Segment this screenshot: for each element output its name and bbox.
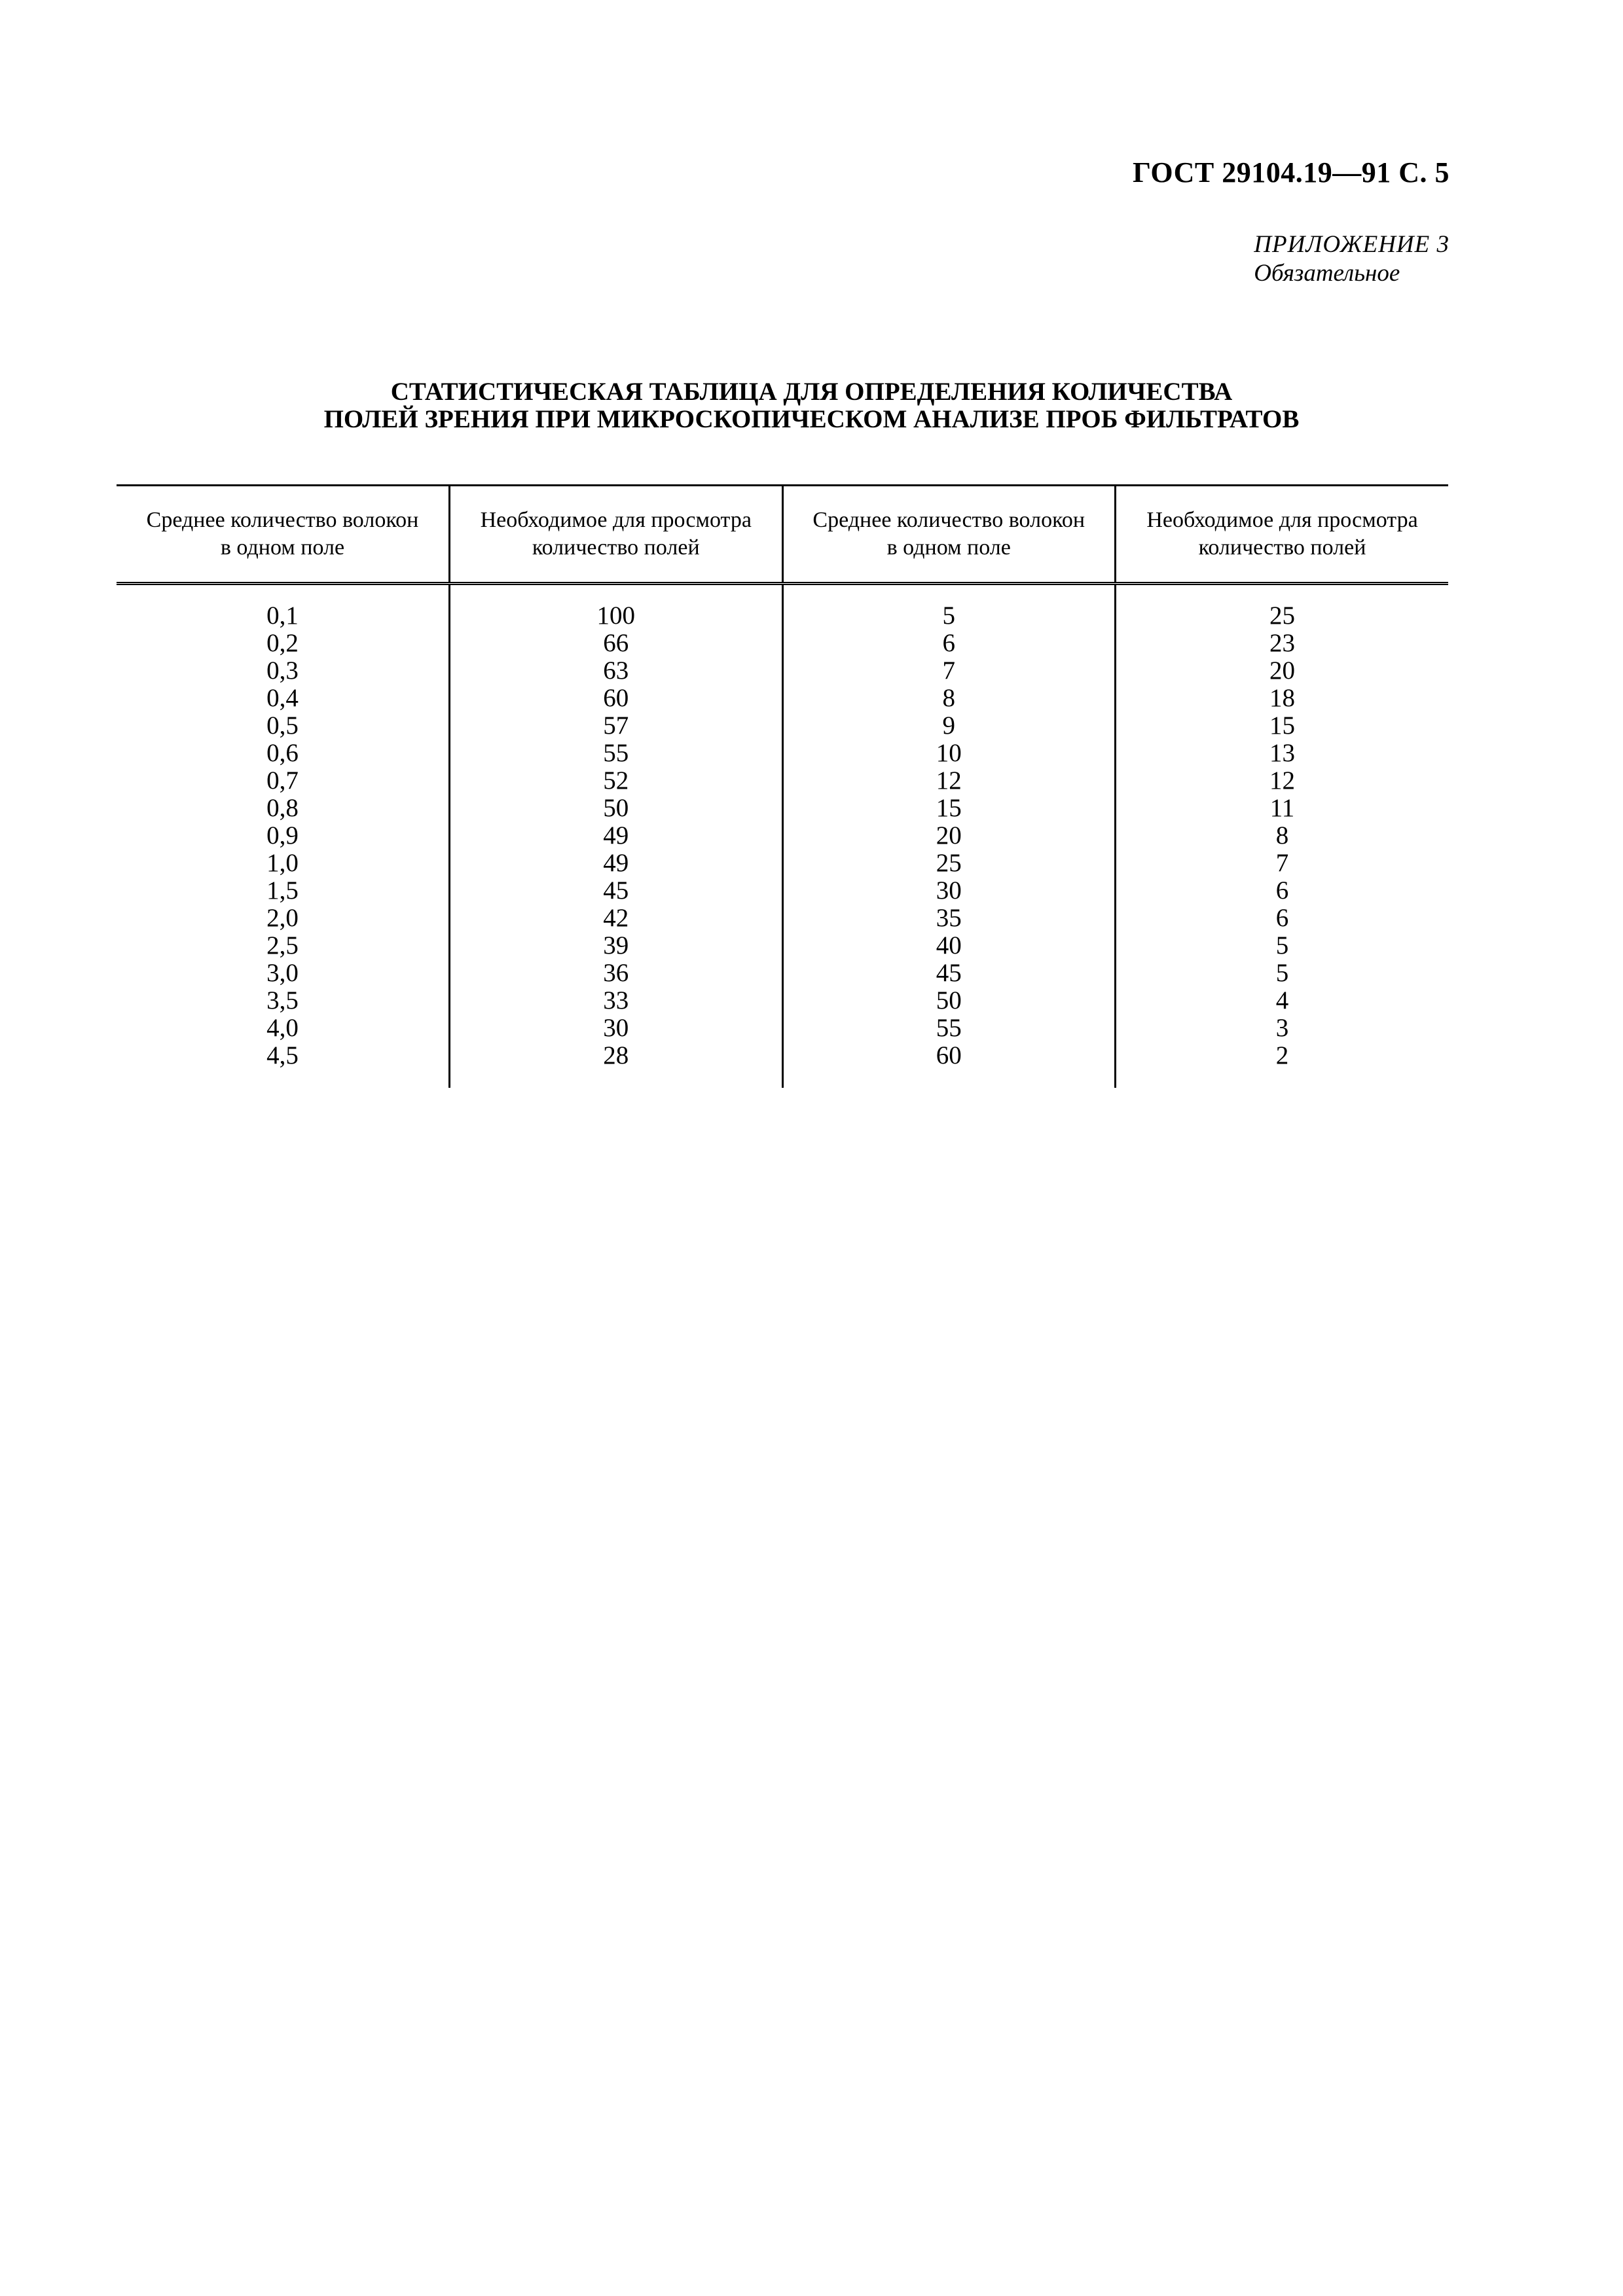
statistics-table	[117, 484, 1448, 1088]
table-cell: 0,1	[266, 601, 299, 630]
appendix-block	[1254, 230, 1450, 288]
table-cell: 30	[450, 1014, 783, 1042]
table-cell: 0,8	[266, 794, 299, 822]
table-row	[117, 685, 1448, 712]
table-cell: 11	[1116, 795, 1449, 822]
column-header-line: количество полей	[1198, 535, 1366, 560]
table-cell: 7	[1116, 850, 1449, 877]
table-row	[117, 850, 1448, 877]
table-row	[117, 657, 1448, 685]
table-row	[117, 905, 1448, 932]
table-cell: 12	[782, 767, 1116, 795]
column-header-line: Необходимое для просмотра	[1146, 508, 1418, 532]
table-cell: 3	[1116, 1014, 1449, 1042]
table-cell: 28	[450, 1042, 783, 1088]
table-cell: 45	[782, 960, 1116, 987]
table-cell: 55	[450, 740, 783, 767]
table-row	[117, 712, 1448, 740]
table-cell: 4	[1116, 987, 1449, 1014]
table-cell: 100	[450, 584, 783, 630]
table-body	[117, 584, 1448, 1088]
table-cell: 10	[782, 740, 1116, 767]
table-cell: 66	[450, 630, 783, 657]
table-cell: 15	[1116, 712, 1449, 740]
table-cell: 25	[782, 850, 1116, 877]
table-row	[117, 877, 1448, 905]
table-cell: 39	[450, 932, 783, 960]
table-row	[117, 822, 1448, 850]
table-cell: 23	[1116, 630, 1449, 657]
table-row	[117, 960, 1448, 987]
column-header-line: количество полей	[532, 535, 700, 560]
table-cell: 25	[1116, 584, 1449, 630]
table-cell: 4,0	[266, 1014, 299, 1042]
table-cell: 6	[1116, 877, 1449, 905]
table-cell: 8	[782, 685, 1116, 712]
table-cell: 20	[1116, 657, 1449, 685]
document-header: ГОСТ 29104.19—91 С. 5	[1132, 156, 1450, 188]
table-cell: 50	[782, 987, 1116, 1014]
table-header-row	[117, 486, 1448, 584]
table-cell: 0,9	[266, 821, 299, 850]
table-cell: 13	[1116, 740, 1449, 767]
table-cell: 36	[450, 960, 783, 987]
table-cell: 1,0	[266, 849, 299, 877]
column-header-line: в одном поле	[886, 535, 1011, 560]
table-row	[117, 584, 1448, 630]
column-header-line: Необходимое для просмотра	[480, 508, 752, 532]
column-header-line: Среднее количество волокон	[146, 508, 419, 532]
table-row	[117, 1014, 1448, 1042]
table-cell: 15	[782, 795, 1116, 822]
table-cell: 5	[1116, 960, 1449, 987]
table-cell: 42	[450, 905, 783, 932]
table-cell: 2	[1116, 1042, 1449, 1088]
table-cell: 0,2	[266, 629, 299, 657]
table-cell: 6	[1116, 905, 1449, 932]
table-cell: 3,5	[266, 986, 299, 1014]
table-cell: 7	[782, 657, 1116, 685]
table-cell: 6	[782, 630, 1116, 657]
appendix-type: Обязательное	[1254, 260, 1400, 287]
table-cell: 35	[782, 905, 1116, 932]
table-cell: 0,4	[266, 684, 299, 712]
table-cell: 0,6	[266, 739, 299, 767]
table-row	[117, 1042, 1448, 1088]
table-cell: 40	[782, 932, 1116, 960]
table-row	[117, 932, 1448, 960]
table-title-line-1: СТАТИСТИЧЕСКАЯ ТАБЛИЦА ДЛЯ ОПРЕДЕЛЕНИЯ КОЛИЧЕСТВА	[390, 378, 1233, 406]
table-cell: 60	[450, 685, 783, 712]
table-title-line-2: ПОЛЕЙ ЗРЕНИЯ ПРИ МИКРОСКОПИЧЕСКОМ АНАЛИЗЕ ПРОБ ФИЛЬТРАТОВ	[323, 405, 1300, 433]
table-cell: 18	[1116, 685, 1449, 712]
table-cell: 0,3	[266, 656, 299, 685]
table-cell: 60	[782, 1042, 1116, 1088]
table-cell: 57	[450, 712, 783, 740]
table-cell: 0,5	[266, 711, 299, 740]
column-header-line: Среднее количество волокон	[812, 508, 1085, 532]
table-row	[117, 987, 1448, 1014]
column-header-fields-right	[1116, 486, 1449, 584]
table-cell: 5	[1116, 932, 1449, 960]
table-cell: 20	[782, 822, 1116, 850]
table-cell: 2,0	[266, 904, 299, 932]
table-cell: 49	[450, 822, 783, 850]
table-row	[117, 795, 1448, 822]
table-cell: 49	[450, 850, 783, 877]
column-header-avg-fibers-left	[117, 486, 450, 584]
table-cell: 50	[450, 795, 783, 822]
table-cell: 0,7	[266, 766, 299, 795]
column-header-line: в одном поле	[220, 535, 345, 560]
table-row	[117, 630, 1448, 657]
appendix-label: ПРИЛОЖЕНИЕ 3	[1254, 231, 1450, 258]
table-cell: 2,5	[266, 931, 299, 960]
table-cell: 33	[450, 987, 783, 1014]
table-cell: 9	[782, 712, 1116, 740]
table-cell: 30	[782, 877, 1116, 905]
table-row	[117, 767, 1448, 795]
table-cell: 63	[450, 657, 783, 685]
table-cell: 3,0	[266, 959, 299, 987]
table-cell: 5	[782, 584, 1116, 630]
table-cell: 8	[1116, 822, 1449, 850]
table-title	[0, 378, 1623, 433]
table-cell: 12	[1116, 767, 1449, 795]
table-cell: 1,5	[266, 876, 299, 905]
table-row	[117, 740, 1448, 767]
table-cell: 55	[782, 1014, 1116, 1042]
column-header-fields-left	[450, 486, 783, 584]
table-cell: 52	[450, 767, 783, 795]
table-cell: 45	[450, 877, 783, 905]
table-cell: 4,5	[266, 1041, 299, 1069]
column-header-avg-fibers-right	[782, 486, 1116, 584]
